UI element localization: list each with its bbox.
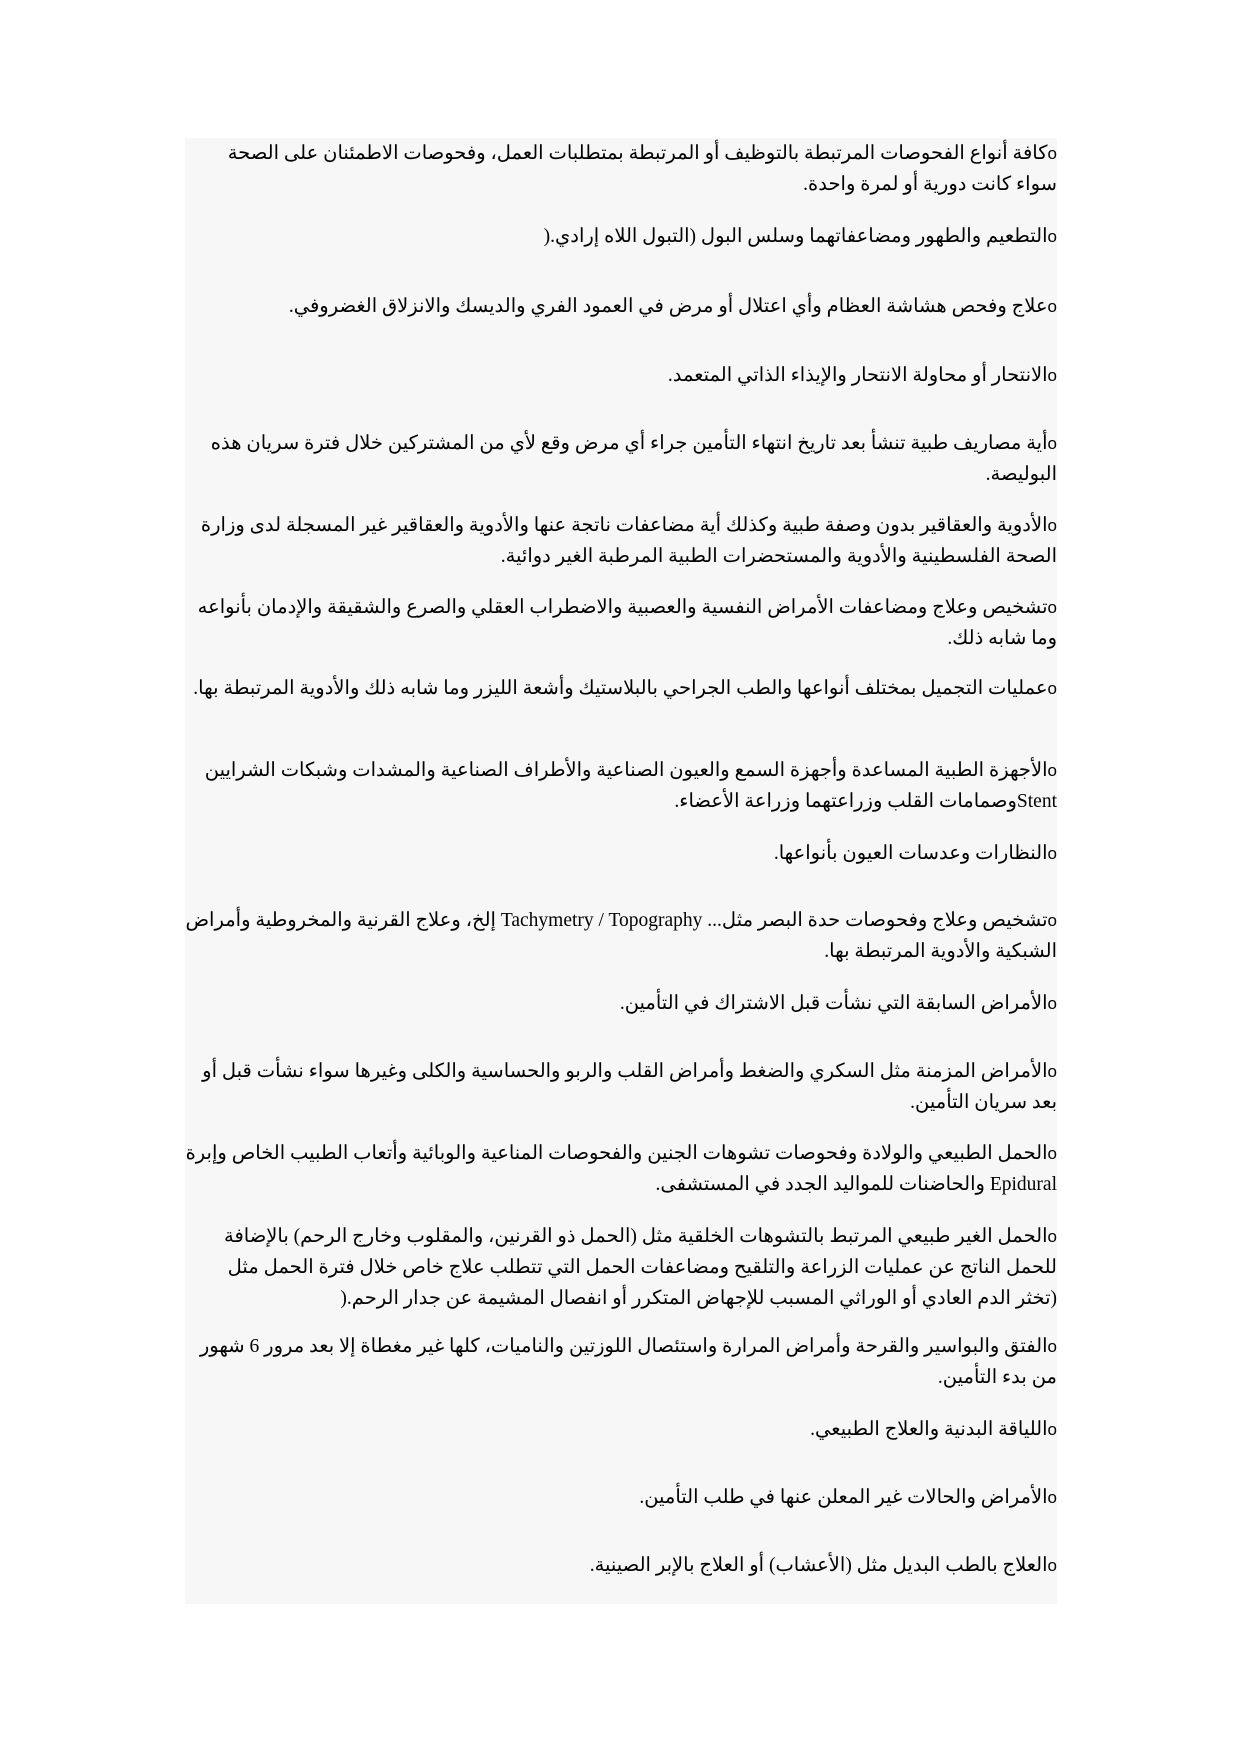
bullet-marker: o bbox=[1047, 1337, 1057, 1356]
list-item bbox=[185, 360, 1057, 391]
list-item-text: تشخيص وعلاج ومضاعفات الأمراض النفسية والعصبية والاضطراب العقلي والصرع والشقيقة والإدمان بأنواعه وما شابه ذلك. bbox=[197, 597, 1057, 649]
bullet-marker: o bbox=[1047, 366, 1057, 385]
list-item-text: كافة أنواع الفحوصات المرتبطة بالتوظيف أو المرتبطة بمتطلبات العمل، وفحوصات الاطمئنان على الصحة سواء كانت دورية أو لمرة واحدة. bbox=[227, 143, 1057, 195]
list-item bbox=[185, 1331, 1057, 1393]
bullet-marker: o bbox=[1047, 227, 1057, 246]
list-item-text: الحمل الطبيعي والولادة وفحوصات تشوهات الجنين والفحوصات المناعية والوبائية وأتعاب الطبيب الخاص وإبرة Epidural والحاضنات للمواليد الجدد في المستشفى. bbox=[185, 1143, 1057, 1195]
list-item bbox=[185, 510, 1057, 572]
bullet-marker: o bbox=[1047, 844, 1057, 863]
list-item-text: الانتحار أو محاولة الانتحار والإيذاء الذاتي المتعمد. bbox=[667, 365, 1048, 386]
bullet-marker: o bbox=[1047, 1556, 1057, 1575]
list-item-text: العلاج بالطب البديل مثل (الأعشاب) أو العلاج بالإبر الصينية. bbox=[589, 1555, 1048, 1576]
list-item-text: علاج وفحص هشاشة العظام وأي اعتلال أو مرض في العمود الفري والديسك والانزلاق الغضروفي. bbox=[288, 296, 1048, 317]
bullet-marker: o bbox=[1047, 1144, 1057, 1163]
list-item-text: الحمل الغير طبيعي المرتبط بالتشوهات الخلقية مثل (الحمل ذو القرنين، والمقلوب وخارج الرحم) بالإضافة للحمل الناتج عن عمليات الزراعة والتلقيح ومضاعفات الحمل التي تتطلب علاج خاص خلال فترة الحمل مثل (تخثر الدم العادي أو الوراثي المسبب للإجهاض المتكرر أو انفصال المشيمة عن جدار الرحم.( bbox=[224, 1226, 1057, 1309]
bullet-marker: o bbox=[1047, 994, 1057, 1013]
bullet-marker: o bbox=[1047, 1227, 1057, 1246]
list-item bbox=[185, 1550, 1057, 1581]
list-item bbox=[185, 1414, 1057, 1445]
list-item bbox=[185, 291, 1057, 322]
list-item-text: الأمراض المزمنة مثل السكري والضغط وأمراض القلب والربو والحساسية والكلى وغيرها سواء نشأت قبل أو بعد سريان التأمين. bbox=[202, 1061, 1057, 1113]
list-item bbox=[185, 988, 1057, 1019]
list-item-text: تشخيص وعلاج وفحوصات حدة البصر مثل... Tachymetry / Topography إلخ، وعلاج القرنية والمخروطية وأمراض الشبكية والأدوية المرتبطة بها. bbox=[185, 910, 1057, 962]
list-item bbox=[185, 905, 1057, 967]
list-item-text: الأدوية والعقاقير بدون وصفة طبية وكذلك أية مضاعفات ناتجة عنها والأدوية والعقاقير غير المسجلة لدى وزارة الصحة الفلسطينية والأدوية والمستحضرات الطبية المرطبة الغير دوائية. bbox=[200, 515, 1057, 567]
bullet-marker: o bbox=[1047, 1420, 1057, 1439]
list-item-text: التطعيم والطهور ومضاعفاتهما وسلس البول (التبول اللاه إرادي.( bbox=[543, 226, 1048, 247]
bullet-marker: o bbox=[1047, 144, 1057, 163]
list-item-text: الأمراض السابقة التي نشأت قبل الاشتراك في التأمين. bbox=[619, 993, 1048, 1014]
list-item-text: الفتق والبواسير والقرحة وأمراض المرارة واستئصال اللوزتين والناميات، كلها غير مغطاة إلا بعد مرور 6 شهور من بدء التأمين. bbox=[199, 1336, 1057, 1388]
list-item bbox=[185, 755, 1057, 817]
list-item bbox=[185, 1221, 1057, 1314]
bullet-marker: o bbox=[1047, 1488, 1057, 1507]
list-item-text: النظارات وعدسات العيون بأنواعها. bbox=[773, 843, 1048, 864]
bullet-marker: o bbox=[1047, 1062, 1057, 1081]
exclusions-list bbox=[185, 138, 1057, 1604]
list-item bbox=[185, 1138, 1057, 1200]
list-item bbox=[185, 1056, 1057, 1118]
list-item bbox=[185, 138, 1057, 200]
list-item-text: عمليات التجميل بمختلف أنواعها والطب الجراحي بالبلاستيك وأشعة الليزر وما شابه ذلك والأدوية المرتبطة بها. bbox=[193, 678, 1048, 699]
list-item bbox=[185, 838, 1057, 869]
bullet-marker: o bbox=[1047, 911, 1057, 930]
list-item-text: الأمراض والحالات غير المعلن عنها في طلب التأمين. bbox=[639, 1487, 1048, 1508]
list-item bbox=[185, 1482, 1057, 1513]
list-item-text: الأجهزة الطبية المساعدة وأجهزة السمع والعيون الصناعية والأطراف الصناعية والمشدات وشبكات الشرايين Stentوصمامات القلب وزراعتهما وزراعة الأعضاء. bbox=[204, 760, 1057, 812]
list-item bbox=[185, 221, 1057, 252]
bullet-marker: o bbox=[1047, 297, 1057, 316]
bullet-marker: o bbox=[1047, 516, 1057, 535]
list-item-text: اللياقة البدنية والعلاج الطبيعي. bbox=[810, 1419, 1048, 1440]
list-item bbox=[185, 428, 1057, 490]
list-item-text: أية مصاريف طبية تنشأ بعد تاريخ انتهاء التأمين جراء أي مرض وقع لأي من المشتركين خلال فترة سريان هذه البوليصة. bbox=[210, 433, 1057, 485]
bullet-marker: o bbox=[1047, 434, 1057, 453]
list-item bbox=[185, 673, 1057, 704]
bullet-marker: o bbox=[1047, 598, 1057, 617]
bullet-marker: o bbox=[1047, 761, 1057, 780]
list-item bbox=[185, 592, 1057, 654]
bullet-marker: o bbox=[1047, 679, 1057, 698]
